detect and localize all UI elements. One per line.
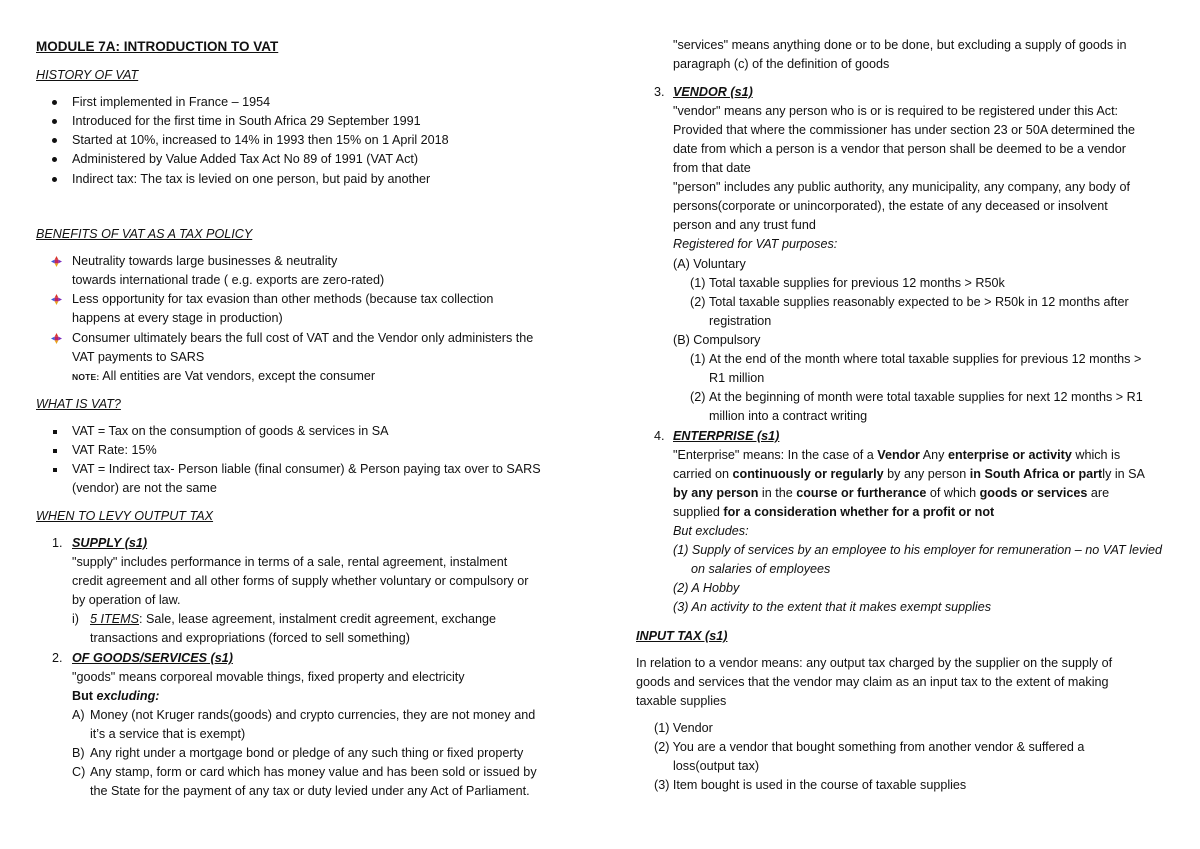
supply-text: credit agreement and all other forms of supply whether voluntary or compulsory or	[72, 574, 529, 588]
voluntary-item: Total taxable supplies reasonably expected to be > R50k in 12 months after	[709, 295, 1129, 309]
what-is-vat-item: VAT Rate: 15%	[72, 443, 157, 457]
four-arrow-bullet-icon	[51, 333, 62, 344]
text-run: by any person	[883, 467, 970, 481]
history-item: First implemented in France – 1954	[72, 95, 271, 109]
text-run-bold: enterprise or activity	[947, 448, 1072, 462]
text-run-bold: by any person	[673, 486, 759, 500]
four-arrow-bullet-icon	[51, 294, 62, 305]
list-number: (2)	[690, 295, 706, 309]
note-label: NOTE:	[72, 372, 100, 382]
benefit-item-text: Neutrality towards large businesses & neutrality	[72, 254, 338, 268]
supply-text: "supply" includes performance in terms of a sale, rental agreement, instalment	[72, 555, 508, 569]
list-number: (2)	[690, 390, 706, 404]
list-number: 3.	[654, 85, 665, 99]
exclusion-text: it’s a service that is exempt)	[90, 727, 246, 741]
document-title: MODULE 7A: INTRODUCTION TO VAT	[36, 39, 279, 54]
person-text: persons(corporate or unincorporated), the estate of any deceased or insolvent	[673, 199, 1108, 213]
when-to-levy-heading: WHEN TO LEVY OUTPUT TAX	[36, 509, 214, 523]
excluded-item: (1) Supply of services by an employee to his employer for remuneration – no VAT levied	[673, 543, 1163, 557]
vendor-text: "vendor" means any person who is or is required to be registered under this Act:	[673, 104, 1119, 118]
benefit-item-text: VAT payments to SARS	[72, 350, 205, 364]
services-definition: "services" means anything done or to be done, but excluding a supply of goods in	[673, 38, 1127, 52]
history-item: Started at 10%, increased to 14% in 1993 then 15% on 1 April 2018	[72, 133, 449, 147]
enterprise-title: ENTERPRISE (s1)	[673, 429, 780, 443]
what-is-vat-heading: WHAT IS VAT?	[36, 397, 121, 411]
list-letter: C)	[72, 765, 86, 779]
voluntary-label: (A) Voluntary	[673, 257, 746, 271]
voluntary-item: registration	[709, 314, 772, 328]
five-items-text: transactions and expropriations (forced to sell something)	[90, 631, 410, 645]
history-item: Indirect tax: The tax is levied on one person, but paid by another	[72, 172, 431, 186]
text-run: which is	[1071, 448, 1121, 462]
list-letter: A)	[72, 708, 85, 722]
supply-text: by operation of law.	[72, 593, 181, 607]
registered-heading: Registered for VAT purposes:	[673, 237, 838, 251]
five-items-label: 5 ITEMS	[90, 612, 139, 626]
goods-text: "goods" means corporeal movable things, fixed property and electricity	[72, 670, 465, 684]
exclusion-text: Any stamp, form or card which has money value and has been sold or issued by	[90, 765, 537, 779]
list-number: i)	[72, 612, 79, 626]
compulsory-item: At the beginning of month were total taxable supplies for next 12 months > R1	[709, 390, 1143, 404]
exclusion-text: Any right under a mortgage bond or pledge of any such thing or fixed property	[90, 746, 524, 760]
vendor-text: date from which a person is a vendor that person shall be deemed to be a vendor	[673, 142, 1126, 156]
text-run: Any	[919, 448, 948, 462]
person-text: "person" includes any public authority, any municipality, any company, any body of	[673, 180, 1130, 194]
exclusion-text: the State for the payment of any tax or duty levied under any Act of Parliament.	[90, 784, 530, 798]
services-definition: paragraph (c) of the definition of goods	[673, 57, 890, 71]
text-run-bold: for a consideration whether for a profit or not	[723, 505, 995, 519]
compulsory-label: (B) Compulsory	[673, 333, 761, 347]
input-tax-heading: INPUT TAX (s1)	[636, 629, 728, 643]
but-label: But	[72, 689, 97, 703]
text-run: of which	[926, 486, 980, 500]
text-run: are	[1087, 486, 1110, 500]
input-tax-item: loss(output tax)	[673, 759, 760, 773]
text-run: in the	[758, 486, 797, 500]
bullet-icon	[52, 138, 57, 143]
text-run-bold: course or furtherance	[796, 486, 927, 500]
list-number: 4.	[654, 429, 665, 443]
list-number: (1)	[690, 352, 706, 366]
excluded-item: (2) A Hobby	[673, 581, 740, 595]
enterprise-text	[673, 465, 1145, 484]
benefit-item-text: Consumer ultimately bears the full cost of VAT and the Vendor only administers the	[72, 331, 534, 345]
history-item: Introduced for the first time in South Africa 29 September 1991	[72, 114, 421, 128]
but-excluding	[72, 687, 159, 706]
enterprise-text	[673, 446, 1120, 465]
excluding-label: excluding:	[96, 689, 160, 703]
but-excludes-label: But excludes:	[673, 524, 749, 538]
benefit-item-text: Less opportunity for tax evasion than other methods (because tax collection	[72, 292, 494, 306]
history-item: Administered by Value Added Tax Act No 89 of 1991 (VAT Act)	[72, 152, 419, 166]
excluded-item: on salaries of employees	[691, 562, 831, 576]
history-heading: HISTORY OF VAT	[36, 68, 139, 82]
text-run-bold: goods or services	[979, 486, 1088, 500]
input-tax-text: goods and services that the vendor may claim as an input tax to the extent of making	[636, 675, 1109, 689]
exclusion-text: Money (not Kruger rands(goods) and crypto currencies, they are not money and	[90, 708, 536, 722]
text-run: ly in SA	[1102, 467, 1145, 481]
benefit-item-text: happens at every stage in production)	[72, 311, 283, 325]
bullet-icon	[52, 157, 57, 162]
what-is-vat-item: VAT = Indirect tax- Person liable (final consumer) & Person paying tax over to SARS	[72, 462, 541, 476]
person-text: person and any trust fund	[673, 218, 816, 232]
compulsory-item: R1 million	[709, 371, 765, 385]
supply-title: SUPPLY (s1)	[72, 536, 148, 550]
square-bullet-icon	[53, 468, 57, 472]
bullet-icon	[52, 119, 57, 124]
four-arrow-bullet-icon	[51, 256, 62, 267]
text-run-bold: Vendor	[877, 448, 920, 462]
enterprise-text	[673, 484, 1109, 503]
list-number: 2.	[52, 651, 63, 665]
goods-services-title: OF GOODS/SERVICES (s1)	[72, 651, 233, 665]
vendor-text: Provided that where the commissioner has under section 23 or 50A determined the	[673, 123, 1136, 137]
benefit-item-text: towards international trade ( e.g. exports are zero-rated)	[72, 273, 385, 287]
five-items-line	[90, 610, 496, 629]
input-tax-item: (1) Vendor	[654, 721, 713, 735]
list-number: (1)	[690, 276, 706, 290]
enterprise-text	[673, 503, 994, 522]
vendor-title: VENDOR (s1)	[673, 85, 753, 99]
text-run-bold: continuously or regularly	[732, 467, 884, 481]
what-is-vat-item: (vendor) are not the same	[72, 481, 217, 495]
text-run: "Enterprise" means: In the case of a	[673, 448, 878, 462]
what-is-vat-item: VAT = Tax on the consumption of goods & services in SA	[72, 424, 389, 438]
input-tax-item: (2) You are a vendor that bought something from another vendor & suffered a	[654, 740, 1085, 754]
text-run: carried on	[673, 467, 733, 481]
benefits-heading: BENEFITS OF VAT AS A TAX POLICY	[36, 227, 253, 241]
list-letter: B)	[72, 746, 85, 760]
compulsory-item: million into a contract writing	[709, 409, 868, 423]
input-tax-text: taxable supplies	[636, 694, 727, 708]
list-number: 1.	[52, 536, 63, 550]
text-run: supplied	[673, 505, 724, 519]
bullet-icon	[52, 177, 57, 182]
voluntary-item: Total taxable supplies for previous 12 months > R50k	[709, 276, 1005, 290]
vendor-text: from that date	[673, 161, 751, 175]
excluded-item: (3) An activity to the extent that it makes exempt supplies	[673, 600, 992, 614]
square-bullet-icon	[53, 430, 57, 434]
input-tax-text: In relation to a vendor means: any output tax charged by the supplier on the supply of	[636, 656, 1113, 670]
square-bullet-icon	[53, 449, 57, 453]
note-text: All entities are Vat vendors, except the consumer	[99, 369, 376, 383]
input-tax-item: (3) Item bought is used in the course of taxable supplies	[654, 778, 967, 792]
text-run-bold: in South Africa or part	[969, 467, 1103, 481]
compulsory-item: At the end of the month where total taxable supplies for previous 12 months >	[709, 352, 1142, 366]
bullet-icon	[52, 100, 57, 105]
benefit-note	[72, 367, 375, 387]
five-items-text: : Sale, lease agreement, instalment credit agreement, exchange	[139, 612, 497, 626]
